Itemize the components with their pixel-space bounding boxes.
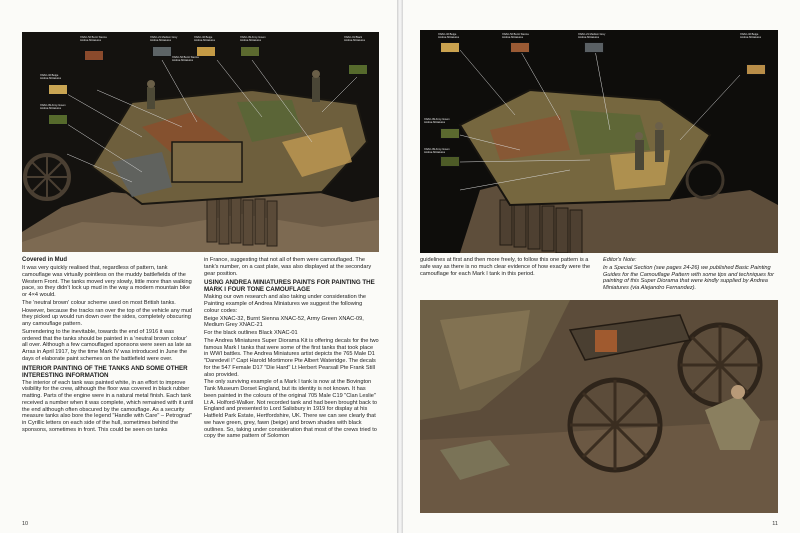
color-swatch-army-green-3 (48, 114, 68, 125)
color-swatch-medium-grey (152, 46, 172, 57)
swatch-label: XNAC-09 Army Green Andrea Miniatures (424, 118, 450, 125)
swatch-label: XNAC-32 Beige Andrea Miniatures (194, 36, 216, 43)
swatch-label: XNAC-21 Medium Grey Andrea Miniatures (578, 33, 606, 40)
tank-diorama-photo-left (22, 32, 379, 252)
color-swatch-army-green (440, 128, 460, 139)
color-swatch-army-green-2 (440, 156, 460, 167)
section-subheading: Covered in Mud (22, 257, 68, 263)
paragraph: For the black outlines Black XNAC-01 (204, 330, 298, 336)
page-number: 10 (22, 521, 29, 527)
artillery-diorama-photo-bottom (420, 300, 778, 513)
editor-note-title: Editor's Note: (603, 257, 637, 263)
color-swatch-beige-2 (746, 64, 766, 75)
swatch-label: XNAC-01 Black Andrea Miniatures (344, 36, 366, 43)
tank-diorama-photo-top (420, 30, 778, 253)
paragraph: Beige XNAC-32, Burnt Sienna XNAC-52, Army Green XNAC-09, Medium Grey XNAC-21 (204, 315, 364, 329)
editor-note: In a Special Section (see pages 24-26) we published Basic Painting Guides for the Camouflage Pattern with some tips and techniques for painting of this Super Diorama that were kindly supplied by Andrea Miniatures (via Alejandro Fernandez). (603, 264, 775, 291)
color-swatch-beige-2 (48, 84, 68, 95)
color-swatch-army-green-2 (348, 64, 368, 75)
right-text-column-1 (420, 257, 592, 278)
paragraph: The 'neutral brown' colour scheme used on most British tanks. (22, 299, 176, 306)
swatch-label: XNAC-52 Burnt Sienna Andrea Miniatures (172, 56, 199, 63)
paragraph: Surrendering to the inevitable, towards the end of 1916 it was ordered that the tanks should be painted in a 'neutral brown colour' all over. Although a few camouflaged sponsons were seen as late as Arras in April 1917, by the time Mark IV was introduced in June the days of elaborate paint schemes on the battlefield were over. (22, 328, 192, 362)
swatch-label: XNAC-32 Beige Andrea Miniatures (740, 33, 762, 40)
color-swatch-medium-grey (584, 42, 604, 53)
paragraph: However, because the tracks ran over the top of the vehicle any mud they picked up would run down over the sides, completely obscuring any camouflage pattern. (22, 307, 193, 327)
paragraph: It was very quickly realised that, regardless of pattern, tank camouflage was virtually pointless on the muddy battlefields of the Western Front. The tanks moved very slowly, little more than walking pace, so they didn't lock up mud in the way a modern mountain bike or 4×4 would. (22, 265, 192, 298)
paragraph: in France, suggesting that not all of them were camouflaged. The tank's number, on a cast plate, was also displayed at the secondary gear position. (204, 257, 372, 277)
color-swatch-burnt-sienna (84, 50, 104, 61)
page-number: 11 (772, 521, 778, 527)
color-swatch-burnt-sienna (510, 42, 530, 53)
swatch-label: XNAC-21 Medium Grey Andrea Miniatures (150, 36, 178, 43)
swatch-label: XNAC-52 Burnt Sienna Andrea Miniatures (80, 36, 107, 43)
tank-illustration (420, 30, 778, 253)
section-heading: INTERIOR PAINTING OF THE TANKS AND SOME OTHER INTERESTING INFORMATION (22, 364, 188, 379)
left-text-column-2 (204, 257, 379, 441)
paragraph: The interior of each tank was painted white, in an effort to improve visibility for the crew, although the floor was covered in black rubber matting. Parts of the engine were in a natural metal finish. Each tank received a number when it was complete, which remained with it until the end although often obscured by the camouflage. As a security measure tanks also bore the legend "Handle with Care" – Petrograd" in Cyrillic letters on each side of the hull, sometimes behind the sponsons, sometimes in front. This could be seen on tanks (22, 379, 194, 433)
tank-illustration (22, 32, 379, 252)
swatch-label: XNAC-32 Beige Andrea Miniatures (438, 33, 460, 40)
right-text-column-2 (603, 257, 779, 293)
swatch-label: XNAC-09 Army Green Andrea Miniatures (240, 36, 266, 43)
paragraph: The only surviving example of a Mark I tank is now at the Bovington Tank Museum Dorset England, but its identity is not known. It has been painted in the colours of the original 705 Male C19 "Clan Leslie" Lt A. Holford-Walker. Not recorded tank and had been brought back to England and presented to Lord Salisbury in 1919 for display at his Hatfield Park Estate, Hertfordshire, UK. There we can see clearly that we have green, grey, fawn (beige) and brown shades with black outlines. So, taking under consideration that most of the crews tried to copy the same pattern of Solomon (204, 379, 377, 440)
color-swatch-army-green (240, 46, 260, 57)
section-heading: USING ANDREA MINIATURES PAINTS FOR PAINTING THE MARK I FOUR TONE CAMOUFLAGE (204, 279, 375, 294)
right-page (403, 0, 800, 533)
color-swatch-beige (440, 42, 460, 53)
left-page (0, 0, 397, 533)
swatch-label: XNAC-09 Army Green Andrea Miniatures (424, 148, 450, 155)
artillery-illustration (420, 300, 778, 513)
swatch-label: XNAC-32 Beige Andrea Miniatures (40, 74, 62, 81)
paragraph: guidelines at first and then more freely, to follow this one pattern is a safe way as there is no much clear evidence of how exactly were the camouflage for each Mark I tank in this period. (420, 257, 591, 277)
swatch-label: XNAC-52 Burnt Sienna Andrea Miniatures (502, 33, 529, 40)
paragraph: Making our own research and also taking under consideration the Painting example of Andrea Miniatures we suggest the following colour codes: (204, 294, 367, 314)
swatch-label: XNAC-09 Army Green Andrea Miniatures (40, 104, 66, 111)
paragraph: The Andrea Miniatures Super Diorama Kit is offering decals for the two famous Mark I tanks that were some of the first tanks that took place in WWI battles. The Andrea Miniatures artist depicts the 765 Male D1 "Daredevil I" Capt Harold Mortimore Pte Albert Wateridge. The decals for the 547 Female D17 "Die Hard" Lt Herbert Pearsall Pte Frank Still also provided. (204, 337, 379, 378)
left-text-column-1 (22, 257, 194, 435)
